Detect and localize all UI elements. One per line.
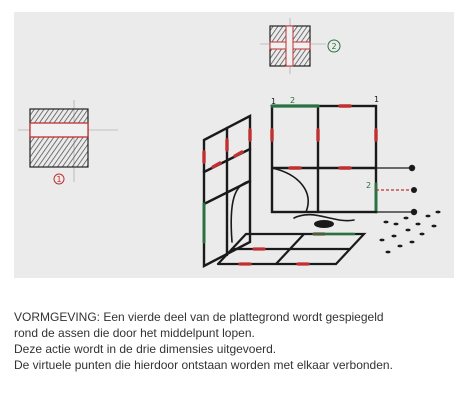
sketch-panel — [14, 12, 454, 278]
plan-one-axis-band — [30, 123, 88, 137]
plan-one-number: 1 — [56, 175, 62, 184]
sketch-mark-1: 1 — [271, 97, 277, 106]
plan-one — [18, 100, 118, 184]
caption-line: VORMGEVING: Een vierde deel van de plattegrond wordt gespiegeld — [14, 310, 384, 324]
left-wall-frame — [204, 116, 250, 266]
plan-one-hatched-square — [30, 109, 88, 167]
projection-points — [376, 165, 441, 254]
plan-two — [260, 18, 340, 74]
sketch-mark-2: 2 — [290, 96, 296, 105]
caption-line: De virtuele punten die hierdoor ontstaan worden met elkaar verbonden. — [14, 358, 393, 372]
upright-grid-frame — [271, 95, 379, 212]
caption-line: Deze actie wordt in de drie dimensies uitgevoerd. — [14, 342, 277, 356]
sketch-mark-3: 1 — [374, 95, 380, 104]
plan-two-number: 2 — [331, 42, 337, 51]
caption — [14, 309, 466, 373]
sketch-mark-4: 2 — [366, 181, 372, 190]
floor-plane — [218, 212, 376, 264]
axonometric-sketch — [14, 12, 454, 278]
caption-line: rond de assen die door het middelpunt lopen. — [14, 326, 255, 340]
